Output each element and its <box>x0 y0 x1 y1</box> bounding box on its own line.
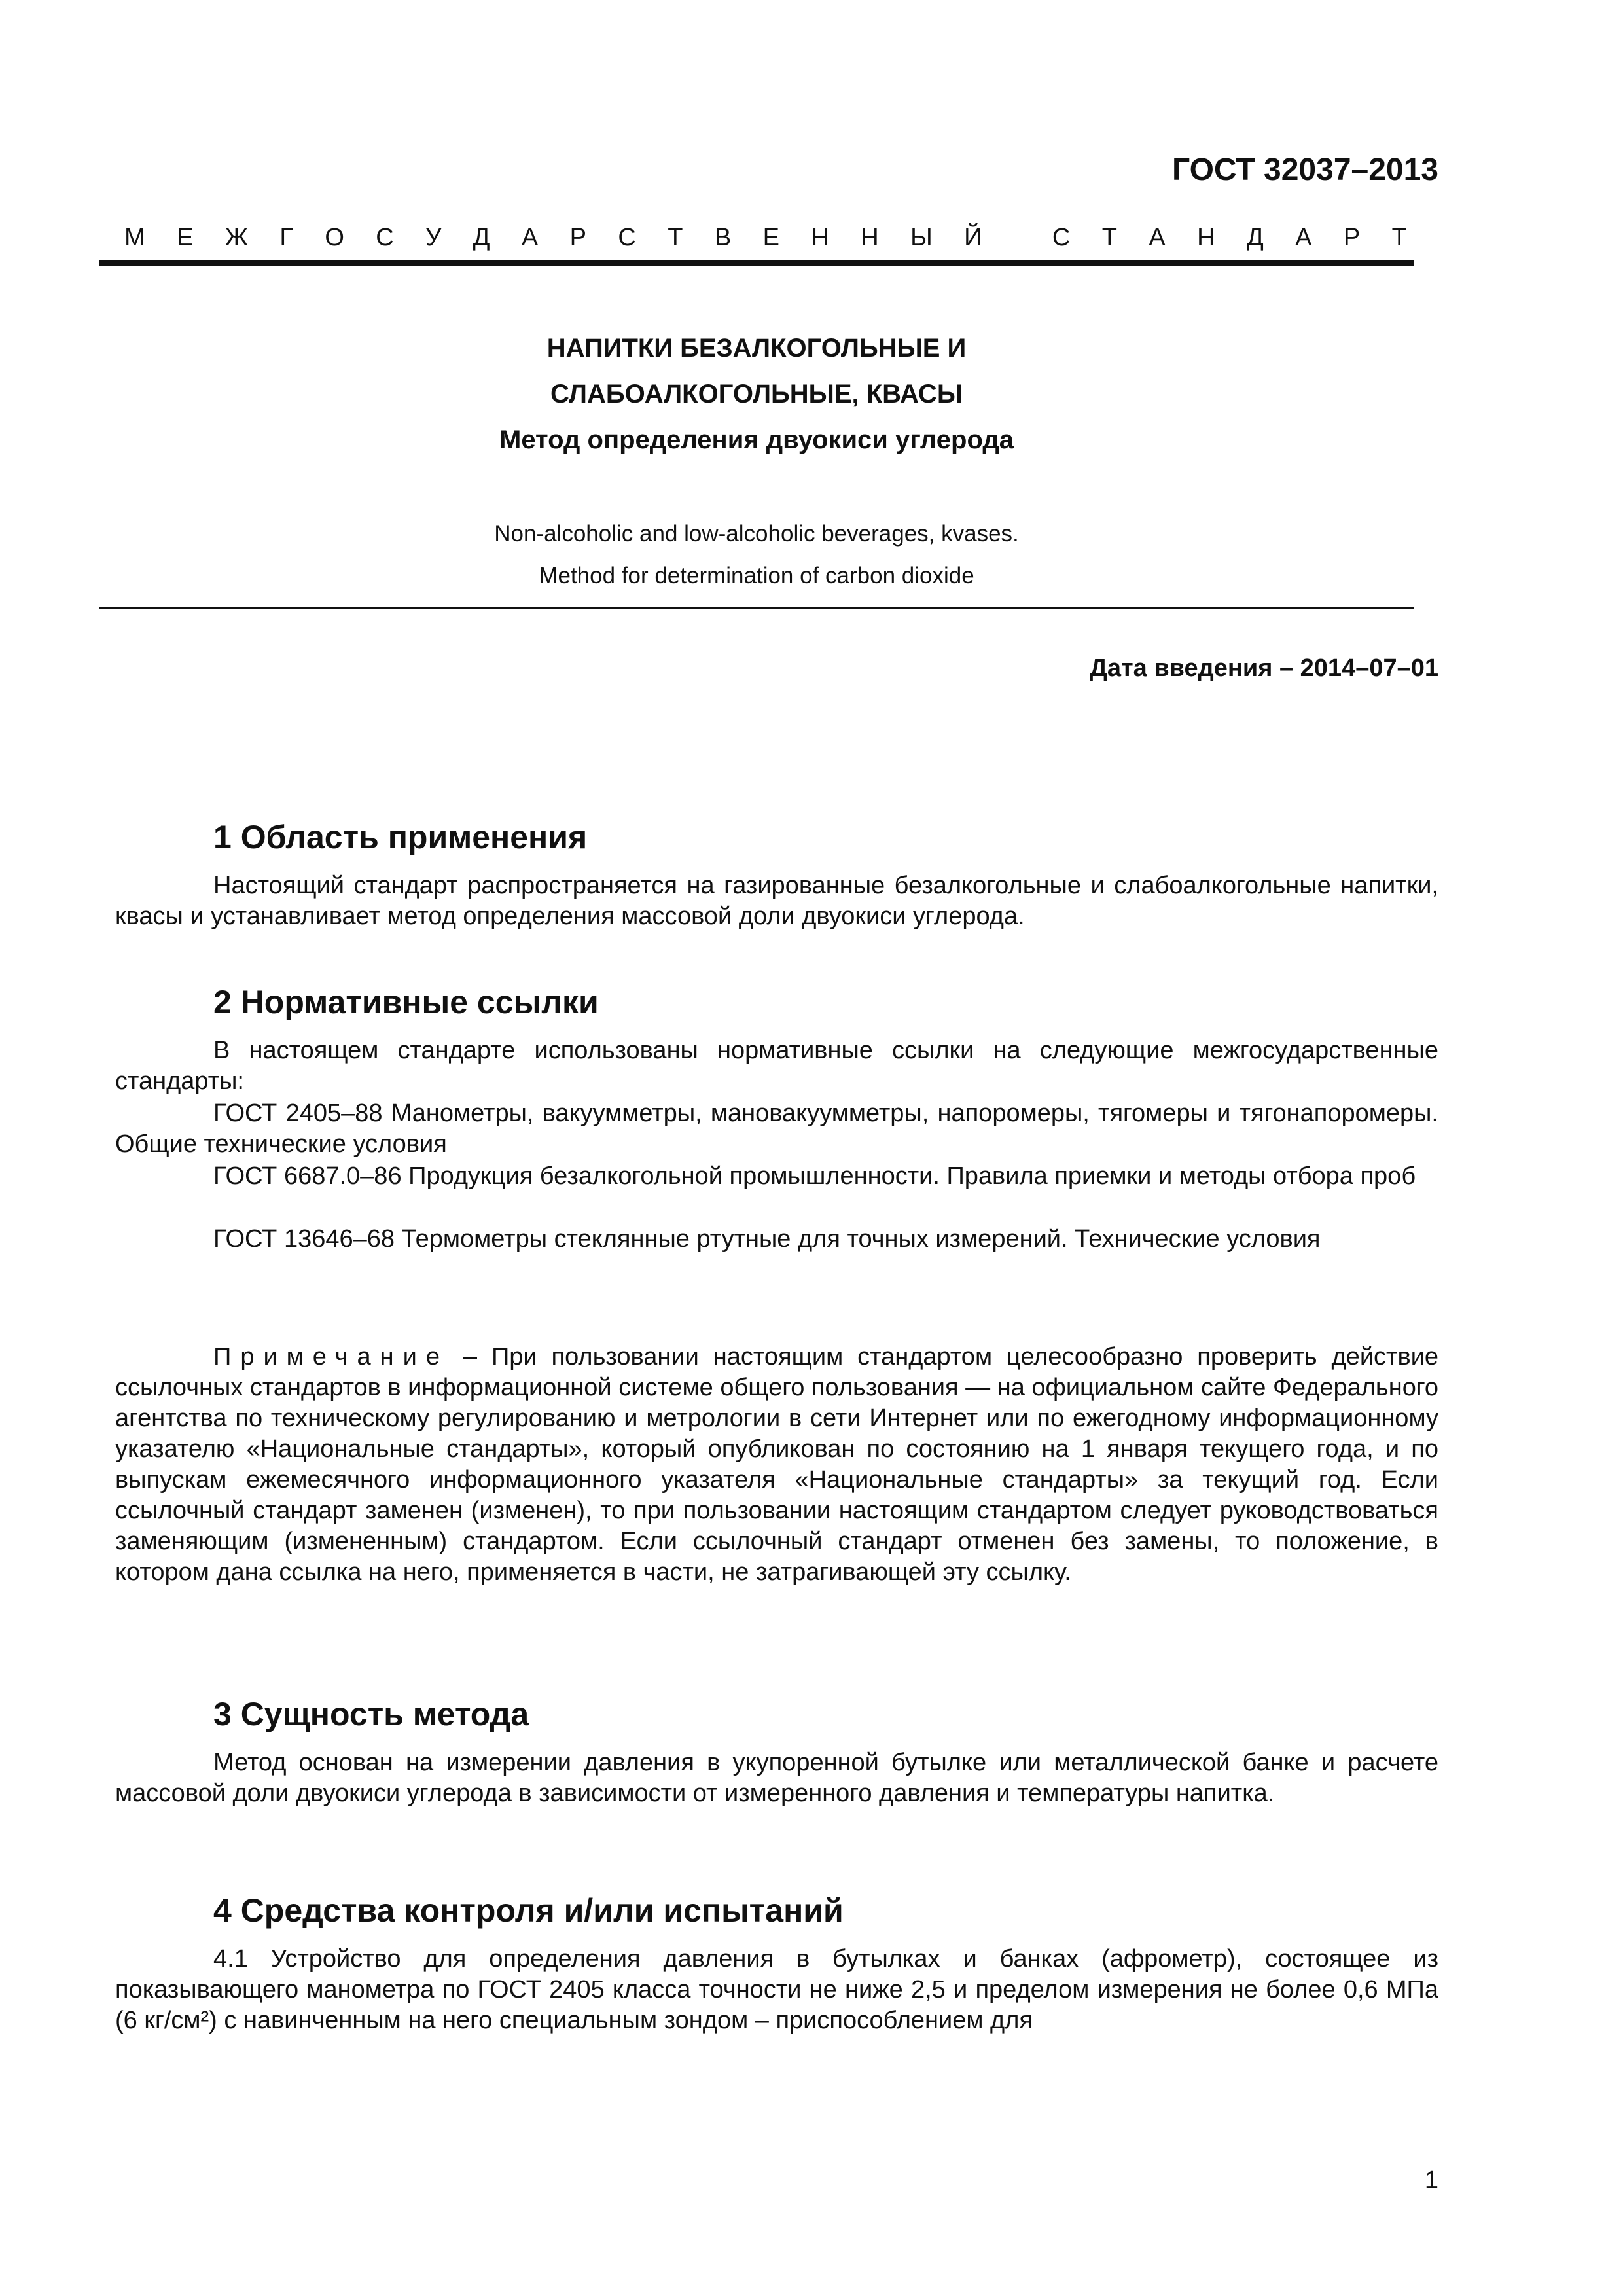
title-rule <box>99 607 1414 609</box>
reference-gost-6687: ГОСТ 6687.0–86 Продукция безалкогольной промышленности. Правила приемки и методы отбора проб <box>213 1162 1416 1190</box>
header-letter: Ы <box>910 224 933 251</box>
header-letter: Т <box>668 224 683 251</box>
section-1-heading: 1 Область применения <box>213 819 588 855</box>
header-letter: А <box>521 224 539 251</box>
header-letter: С <box>1052 224 1071 251</box>
standard-number: ГОСТ 32037–2013 <box>1172 152 1438 187</box>
standard-kind-header <box>124 224 1407 252</box>
header-letter: М <box>124 224 145 251</box>
header-letter: Д <box>473 224 490 251</box>
title-ru-line-2: СЛАБОАЛКОГОЛЬНЫЕ, КВАСЫ <box>550 380 963 408</box>
note-label: Примечание <box>213 1343 449 1371</box>
header-letter: Ж <box>224 224 248 251</box>
reference-gost-2405: ГОСТ 2405–88 Манометры, вакуумметры, мановакуумметры, напоромеры, тягомеры и тягонапоромеры. Общие технические условия <box>115 1100 1438 1158</box>
header-gap <box>1014 224 1021 252</box>
section-2-paragraph-1: В настоящем стандарте использованы нормативные ссылки на следующие межгосударственные стандарты: <box>115 1037 1438 1095</box>
header-letter: У <box>425 224 442 251</box>
header-letter: Р <box>569 224 586 251</box>
header-letter: Д <box>1246 224 1264 251</box>
section-3-paragraph: Метод основан на измерении давления в укупоренной бутылке или металлической банке и расчете массовой доли двуокиси углерода в зависимости от измеренного давления и температуры напитка. <box>115 1749 1438 1807</box>
title-en-line-2: Method for determination of carbon dioxide <box>539 563 974 588</box>
header-letter: С <box>376 224 394 251</box>
section-2-heading: 2 Нормативные ссылки <box>213 984 599 1020</box>
header-letter: А <box>1149 224 1166 251</box>
section-3-heading: 3 Сущность метода <box>213 1696 529 1732</box>
header-letter: С <box>618 224 636 251</box>
header-letter: Т <box>1101 224 1117 251</box>
page-number: 1 <box>1424 2166 1438 2194</box>
header-letter: Т <box>1391 224 1407 251</box>
header-letter: Е <box>177 224 194 251</box>
title-ru-line-3: Метод определения двуокиси углерода <box>499 425 1014 454</box>
header-letter: Н <box>861 224 879 251</box>
title-ru-line-1: НАПИТКИ БЕЗАЛКОГОЛЬНЫЕ И <box>546 334 967 363</box>
reference-gost-13646: ГОСТ 13646–68 Термометры стеклянные ртутные для точных измерений. Технические условия <box>213 1225 1321 1253</box>
header-letter: А <box>1295 224 1312 251</box>
header-rule <box>99 260 1414 266</box>
introduction-date: Дата введения – 2014–07–01 <box>1089 655 1438 682</box>
header-letter: Г <box>279 224 293 251</box>
note-paragraph <box>115 1342 1438 1588</box>
header-letter: Н <box>1197 224 1215 251</box>
header-letter: Р <box>1343 224 1361 251</box>
note-text: – При пользовании настоящим стандартом целесообразно проверить действие ссылочных стандартов в информационной системе общего пользования — на официальном сайте Федерального агентства по техническому регулированию и метрологии в сети Интернет или по ежегодному информационному указателю «Национальные стандарты», который опубликован по состоянию на 1 января текущего года, и по выпускам ежемесячного информационного указателя «Национальные стандарты» за текущий год. Если ссылочный стандарт заменен (изменен), то при пользовании настоящим стандартом следует руководствоваться заменяющим (измененным) стандартом. Если ссылочный стандарт отменен без замены, то положение, в котором дана ссылка на него, применяется в части, не затрагивающей эту ссылку. <box>115 1343 1438 1586</box>
header-letter: Е <box>762 224 779 251</box>
section-4-paragraph: 4.1 Устройство для определения давления в бутылках и банках (афрометр), состоящее из показывающего манометра по ГОСТ 2405 класса точности не ниже 2,5 и пределом измерения не более 0,6 МПа (6 кг/см²) с навинченным на него специальным зондом – приспособлением для <box>115 1945 1438 2034</box>
header-letter: В <box>714 224 732 251</box>
header-letter: О <box>325 224 344 251</box>
header-letter: Н <box>811 224 829 251</box>
title-en-line-1: Non-alcoholic and low-alcoholic beverages, kvases. <box>494 521 1019 547</box>
section-4-heading: 4 Средства контроля и/или испытаний <box>213 1892 844 1929</box>
header-letter: Й <box>964 224 982 251</box>
section-1-paragraph: Настоящий стандарт распространяется на газированные безалкогольные и слабоалкогольные напитки, квасы и устанавливает метод определения массовой доли двуокиси углерода. <box>115 872 1438 930</box>
